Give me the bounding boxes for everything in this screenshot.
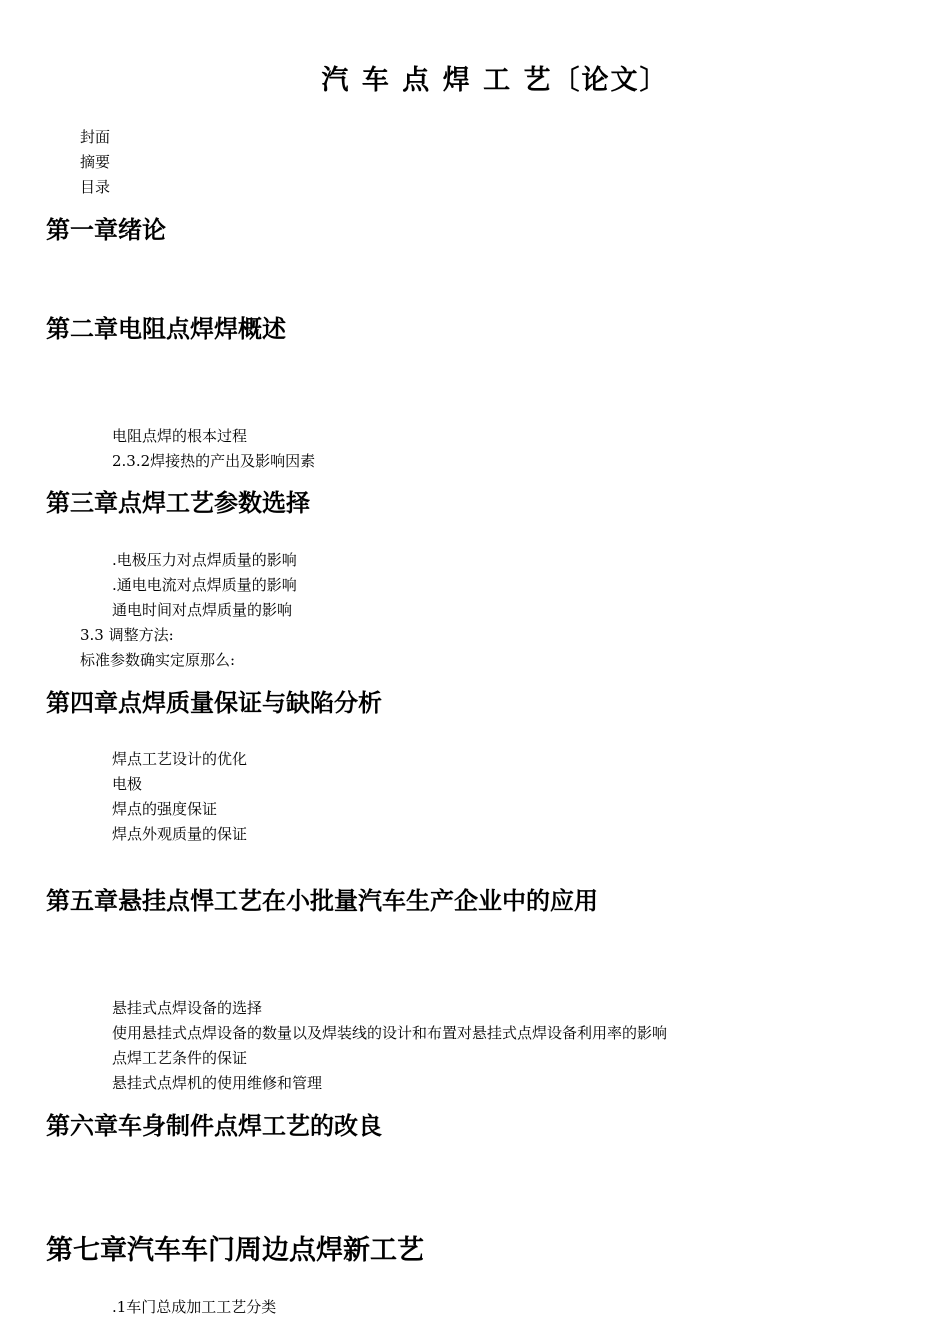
chapter-5-item: 使用悬挂式点焊设备的数量以及焊装线的设计和布置对悬挂式点焊设备利用率的影响 [112,1024,668,1042]
chapter-3-item: .电极压力对点焊质量的影响 [112,551,297,569]
chapter-5-item: 悬挂式点焊机的使用维修和管理 [112,1074,323,1092]
chapter-7-item: .1车门总成加工工艺分类 [112,1298,277,1316]
chapter-4-item: 焊点的强度保证 [112,800,218,818]
chapter-4-item: 焊点外观质量的保证 [112,825,248,843]
chapter-3-item: .通电电流对点焊质量的影响 [112,576,297,594]
front-matter-cover: 封面 [80,128,111,146]
chapter-4-item: 焊点工艺设计的优化 [112,750,248,768]
chapter-3-item: 标准参数确实定原那么: [80,651,236,669]
front-matter-contents: 目录 [80,178,111,196]
chapter-6-heading: 第六章车身制件点焊工艺的改良 [46,1112,382,1140]
chapter-2-heading: 第二章电阻点焊焊概述 [46,315,286,343]
chapter-3-heading: 第三章点焊工艺参数选择 [46,489,310,517]
front-matter-abstract: 摘要 [80,153,111,171]
chapter-2-item: 2.3.2焊接热的产出及影响因素 [112,452,316,470]
chapter-4-item: 电极 [112,775,143,793]
chapter-3-item: 3.3 调整方法: [80,626,174,644]
chapter-5-item: 悬挂式点焊设备的选择 [112,999,263,1017]
chapter-2-item: 电阻点焊的根本过程 [112,427,248,445]
chapter-7-heading: 第七章汽车车门周边点焊新工艺 [46,1235,424,1266]
document-title: 汽 车 点 焊 工 艺〔论文〕 [321,65,669,96]
chapter-5-heading: 第五章悬挂点悍工艺在小批量汽车生产企业中的应用 [46,887,598,915]
chapter-1-heading: 第一章绪论 [46,216,166,244]
chapter-4-heading: 第四章点焊质量保证与缺陷分析 [46,689,382,717]
chapter-3-item: 通电时间对点焊质量的影响 [112,601,293,619]
chapter-5-item: 点焊工艺条件的保证 [112,1049,248,1067]
